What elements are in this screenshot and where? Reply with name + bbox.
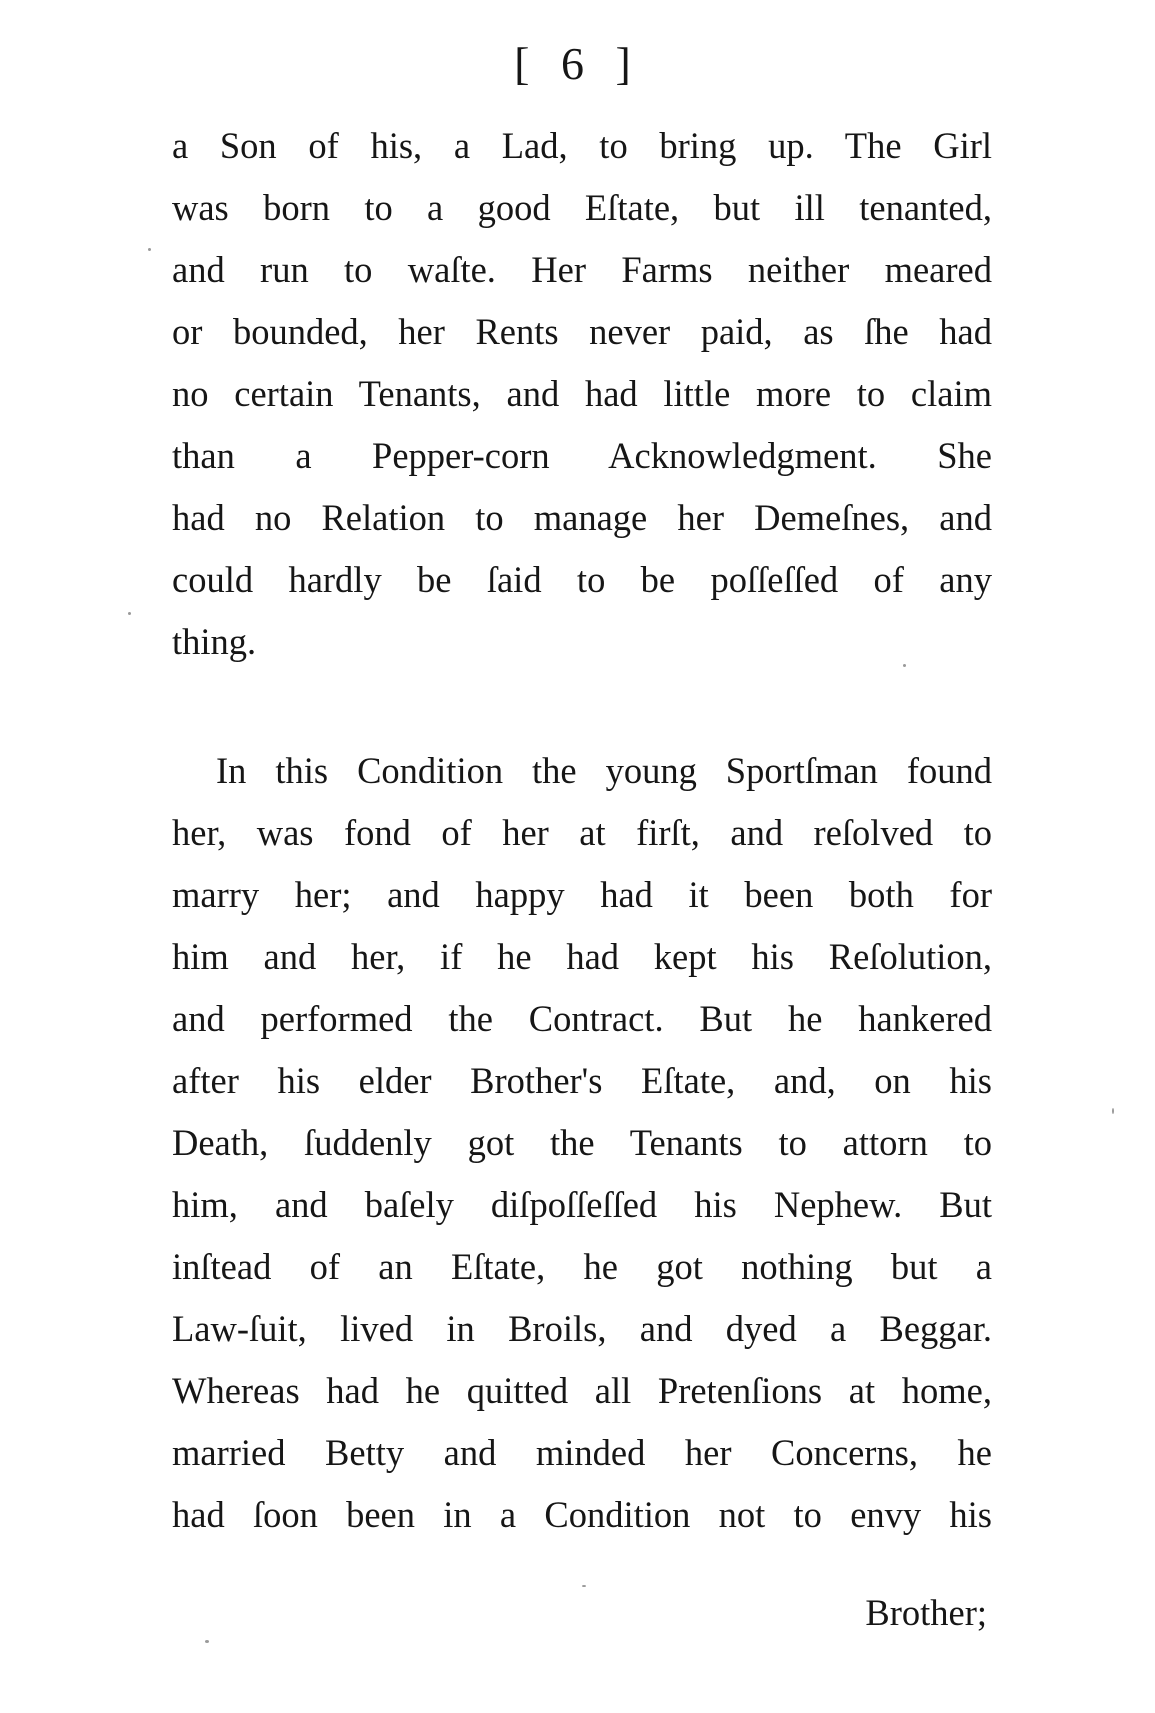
print-speck [128, 612, 131, 615]
paragraph-2 [172, 740, 992, 1546]
print-speck [903, 664, 906, 667]
text-line: after his elder Brother's Eſtate, and, on his [172, 1060, 992, 1101]
text-line: inſtead of an Eſtate, he got nothing but a [172, 1246, 992, 1287]
text-line: him and her, if he had kept his Reſolution, [172, 936, 992, 977]
print-speck [1112, 1108, 1114, 1114]
text-line: was born to a good Eſtate, but ill tenanted, [172, 187, 992, 228]
text-line: could hardly be ſaid to be poſſeſſed of any [172, 559, 992, 600]
text-line: In this Condition the young Sportſman found [216, 750, 992, 791]
text-line: Law-ſuit, lived in Broils, and dyed a Beggar. [172, 1308, 992, 1349]
text-line: Whereas had he quitted all Pretenſions at home, [172, 1370, 992, 1411]
text-line: or bounded, her Rents never paid, as ſhe had [172, 311, 992, 352]
catchword: Brother; [865, 1592, 987, 1633]
text-line: no certain Tenants, and had little more to claim [172, 373, 992, 414]
text-line: Death, ſuddenly got the Tenants to attorn to [172, 1122, 992, 1163]
text-line: and run to waſte. Her Farms neither meared [172, 249, 992, 290]
text-line: thing. [172, 621, 257, 662]
paragraph-1 [172, 115, 992, 673]
text-line: her, was fond of her at firſt, and reſolved to [172, 812, 992, 853]
print-speck [582, 1585, 586, 1587]
text-line: him, and baſely diſpoſſeſſed his Nephew. But [172, 1184, 992, 1225]
text-line: than a Pepper-corn Acknowledgment. She [172, 435, 992, 476]
print-speck [148, 248, 151, 251]
text-line: married Betty and minded her Concerns, he [172, 1432, 992, 1473]
text-line: had ſoon been in a Condition not to envy his [172, 1494, 992, 1535]
text-line: had no Relation to manage her Demeſnes, and [172, 497, 992, 538]
text-line: a Son of his, a Lad, to bring up. The Girl [172, 125, 992, 166]
print-speck [205, 1640, 209, 1643]
text-line: and performed the Contract. But he hankered [172, 998, 992, 1039]
page-number: [ 6 ] [514, 38, 641, 89]
text-line: marry her; and happy had it been both for [172, 874, 992, 915]
